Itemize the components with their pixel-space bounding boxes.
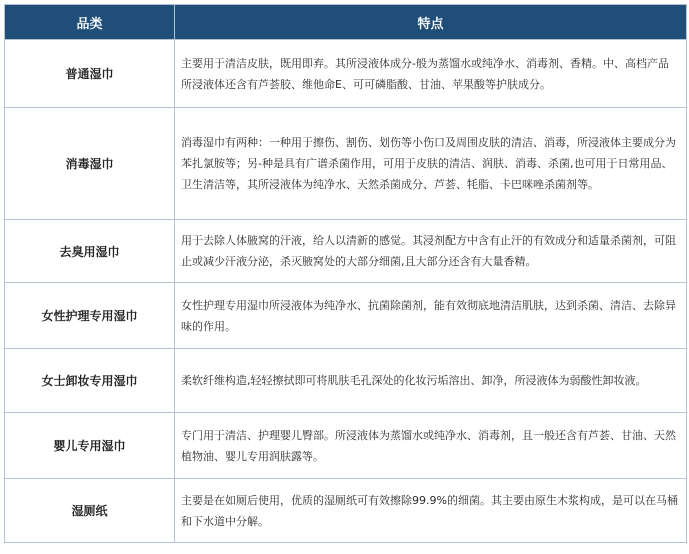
- table-row: [5, 40, 687, 108]
- category-name: 消毒湿巾: [5, 108, 175, 220]
- table-row: [5, 108, 687, 220]
- category-name: 女性护理专用湿巾: [5, 283, 175, 349]
- category-name: 湿厕纸: [5, 479, 175, 543]
- category-description: 专门用于清洁、护理婴儿臀部。所浸液体为蒸馏水或纯净水、消毒剂，且一般还含有芦荟、甘油、天然植物油、婴儿专用润肤露等。: [175, 413, 687, 479]
- category-description: 主要是在如厕后使用，优质的湿厕纸可有效擦除99.9%的细菌。其主要由原生木浆构成，是可以在马桶和下水道中分解。: [175, 479, 687, 543]
- table-header-row: [5, 5, 687, 40]
- header-features: 特点: [175, 5, 687, 40]
- table-row: [5, 413, 687, 479]
- header-category: 品类: [5, 5, 175, 40]
- category-name: 婴儿专用湿巾: [5, 413, 175, 479]
- category-description: 女性护理专用湿巾所浸液体为纯净水、抗菌除菌剂，能有效彻底地清洁肌肤，达到杀菌、清洁、去除异味的作用。: [175, 283, 687, 349]
- table-row: [5, 220, 687, 283]
- category-description: 柔软纤维构造,轻轻擦拭即可将肌肤毛孔深处的化妆污垢溶出、卸净，所浸液体为弱酸性卸妆液。: [175, 349, 687, 413]
- category-name: 女士卸妆专用湿巾: [5, 349, 175, 413]
- category-description: 用于去除人体腋窝的汗液，给人以清新的感觉。其浸剂配方中含有止汗的有效成分和适量杀菌剂，可阻止或减少汗液分泌，杀灭腋窝处的大部分细菌,且大部分还含有大量香精。: [175, 220, 687, 283]
- category-description: 主要用于清洁皮肤，既用即弃。其所浸液体成分-般为蒸馏水或纯净水、消毒剂、香精。中、高档产品所浸液体还含有芦荟胶、维他命E、可可磷脂酸、甘油、苹果酸等护肤成分。: [175, 40, 687, 108]
- category-name: 普通湿巾: [5, 40, 175, 108]
- category-description: 消毒湿巾有两种：一种用于擦伤、割伤、划伤等小伤口及周围皮肤的清洁、消毒，所浸液体主要成分为苯扎氯胺等；另-种是具有广谱杀菌作用，可用于皮肤的清洁、润肤、消毒、杀菌,也可用于日常用品、卫生清洁等，其所浸液体为纯净水、天然杀菌成分、芦荟、牦脂、卡巴咪唑杀菌剂等。: [175, 108, 687, 220]
- category-name: 去臭用湿巾: [5, 220, 175, 283]
- table-row: [5, 349, 687, 413]
- table-row: [5, 479, 687, 543]
- table-row: [5, 283, 687, 349]
- wipes-category-table: [4, 4, 687, 543]
